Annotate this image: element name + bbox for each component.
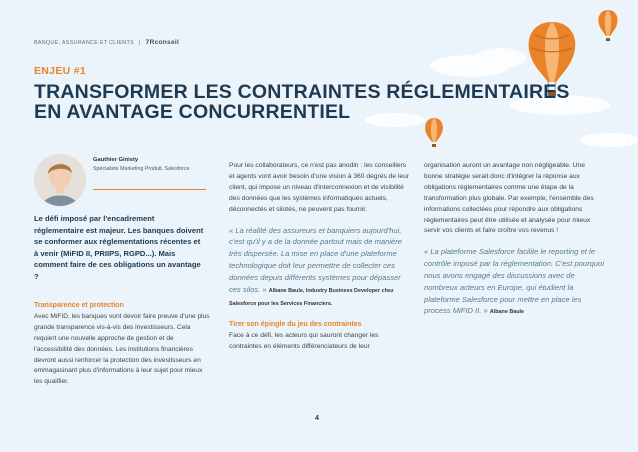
page-number: 4: [315, 415, 319, 422]
quote-author: Albane Baule, Industry Business Developer chez Salesforce pour les Services Financiers.: [229, 287, 394, 308]
running-header: [34, 39, 179, 46]
column-3: [424, 161, 604, 319]
header-section: BANQUE, ASSURANCE ET CLIENTS: [34, 40, 134, 46]
column-2-paragraph-2: Face à ce défi, les acteurs qui sauront changer les contraintes en éléments différenciateurs de leur: [229, 332, 379, 350]
author-role: Spécialiste Marketing Produit, Salesforce: [93, 166, 190, 172]
author-name: Gauthier Ginisty: [93, 157, 139, 163]
quote-text: « La réalité des assureurs et banquiers aujourd'hui, c'est qu'il y a de la donnée partout mais de manière très dispersée. La mise en place d'une plateforme technologique doit leur permettre de collecter ces données depuis différents systèmes pour dépasser ces silos. »: [229, 225, 403, 294]
column-2-paragraph-1: Pour les collaborateurs, ce n'est pas anodin : les conseillers et agents vont avoir besoin d'une vision à 360 degrés de leur client, qui impose un niveau d'interconnexion et de visibilité des données que les systèmes informatiques actuels, déconnectés et silotés, ne peuvent pas fournir.: [229, 162, 410, 213]
title-line-1: TRANSFORMER LES CONTRAINTES RÉGLEMENTAIRES: [34, 81, 570, 103]
column-2-subtitle: Tirer son épingle du jeu des contraintes: [229, 321, 362, 329]
column-2-quote: [229, 225, 412, 312]
section-label: ENJEU #1: [34, 65, 87, 77]
hot-air-balloon-small-icon: [598, 10, 617, 41]
header-logo: 7Rconseil: [145, 39, 180, 46]
avatar: [34, 154, 86, 206]
column-3-paragraph-1: organisation auront un avantage non négligeable. Une bonne stratégie serait donc d'intégrer la réponse aux obligations réglementaires comme une étape de la transformation plus globale. Par exemple, l'ensemble des informations collectées pour répondre aux obligations réglementaires peut être utilisée et analysée pour mieux servir vos clients et faire croître vos revenus !: [424, 162, 594, 235]
page-title: [34, 82, 614, 122]
title-line-2: EN AVANTAGE CONCURRENTIEL: [34, 101, 351, 123]
quote-text: « La plateforme Salesforce facilite le reporting et le contrôle imposé par la réglementation. C'est pourquoi nous avons engagé des discussions avec de nombreux acteurs en Europe, qui étudient la plateforme Salesforce pour mettre en place les process MiFID II. »: [424, 247, 605, 316]
column-1-subtitle: Transparence et protection: [34, 302, 124, 309]
column-2: [229, 161, 412, 353]
intro-paragraph: Le défi imposé par l'encadrement réglementaire est majeur. Les banques doivent se conformer aux réglementations récentes et à venir (MiFID II, PRIIPS, RGPD...). Mais comment faire de ces obligations un avantage ?: [34, 214, 204, 281]
hot-air-balloon-medium-icon: [425, 118, 443, 147]
column-1: [34, 301, 210, 388]
divider: [93, 189, 206, 190]
header-separator: |: [138, 40, 141, 46]
column-3-quote: [424, 246, 604, 319]
column-1-text: Avec MiFID, les banques vont devoir faire preuve d'une plus grande transparence vis-à-vis des investisseurs. Cela requiert une nouvelle approche de gestion et de l'accessibilité des données. Les institutions financières devront aussi renforcer la protection des investisseurs en emmagasinant plus d'informations à leur sujet pour mieux les qualifier.: [34, 312, 210, 386]
quote-author: Albane Baule: [489, 309, 524, 316]
author-photo: [34, 154, 86, 206]
